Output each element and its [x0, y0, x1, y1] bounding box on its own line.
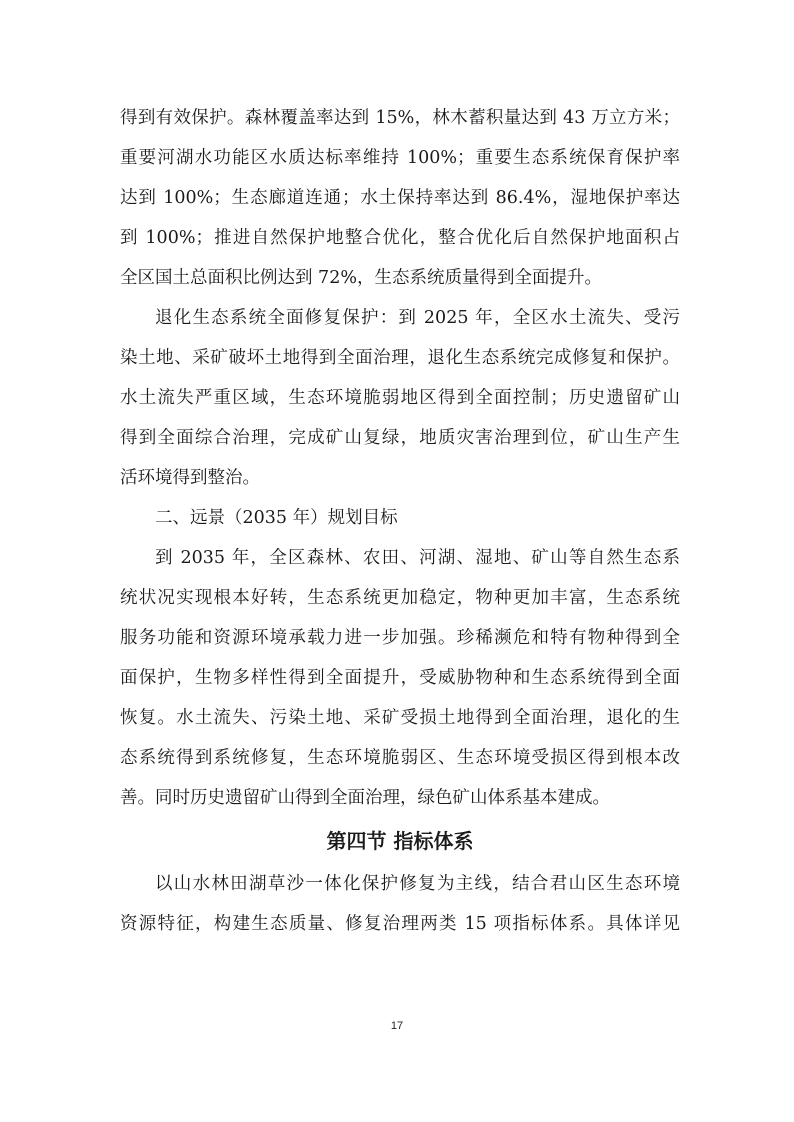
- paragraph-2035-vision: [120, 538, 680, 818]
- text-line: 到 100%；推进自然保护地整合优化，整合优化后自然保护地面积占: [120, 228, 680, 248]
- text-line: 重要河湖水功能区水质达标率维持 100%；重要生态系统保育保护率: [120, 148, 680, 168]
- paragraph-indicator-system: [120, 864, 680, 944]
- subheading-long-term-goals: 二、远景（2035 年）规划目标: [155, 508, 398, 528]
- text-line: 以山水林田湖草沙一体化保护修复为主线，结合君山区生态环境: [155, 874, 680, 894]
- text-line: 退化生态系统全面修复保护：到 2025 年，全区水土流失、受污: [155, 308, 680, 328]
- text-line: 染土地、采矿破坏土地得到全面治理，退化生态系统完成修复和保护。: [120, 348, 680, 368]
- paragraph-degraded-ecosystem-restoration: [120, 298, 680, 498]
- text-line: 得到全面综合治理，完成矿山复绿，地质灾害治理到位，矿山生产生: [120, 428, 680, 448]
- section-heading: 第四节 指标体系: [326, 829, 474, 853]
- paragraph-ecological-protection-targets: [120, 98, 680, 298]
- text-line: 服务功能和资源环境承载力进一步加强。珍稀濒危和特有物种得到全: [120, 628, 680, 648]
- text-line: 得到有效保护。森林覆盖率达到 15%，林木蓄积量达到 43 万立方米；: [120, 108, 680, 128]
- text-line: 恢复。水土流失、污染土地、采矿受损土地得到全面治理，退化的生: [120, 708, 680, 728]
- page-body: [120, 98, 680, 944]
- text-line: 资源特征，构建生态质量、修复治理两类 15 项指标体系。具体详见: [120, 914, 680, 934]
- page-number: 17: [390, 1020, 404, 1032]
- text-line: 统状况实现根本好转，生态系统更加稳定，物种更加丰富，生态系统: [120, 588, 680, 608]
- text-line: 到 2035 年，全区森林、农田、河湖、湿地、矿山等自然生态系: [155, 548, 680, 568]
- text-line: 达到 100%；生态廊道连通；水土保持率达到 86.4%，湿地保护率达: [120, 188, 680, 208]
- text-line: 面保护，生物多样性得到全面提升，受威胁物种和生态系统得到全面: [120, 668, 680, 688]
- text-line: 全区国土总面积比例达到 72%，生态系统质量得到全面提升。: [120, 268, 602, 288]
- text-line: 态系统得到系统修复，生态环境脆弱区、生态环境受损区得到根本改: [120, 748, 680, 768]
- text-line: 水土流失严重区域，生态环境脆弱地区得到全面控制；历史遗留矿山: [120, 388, 680, 408]
- text-line: 活环境得到整治。: [120, 468, 260, 488]
- text-line: 善。同时历史遗留矿山得到全面治理，绿色矿山体系基本建成。: [120, 788, 610, 808]
